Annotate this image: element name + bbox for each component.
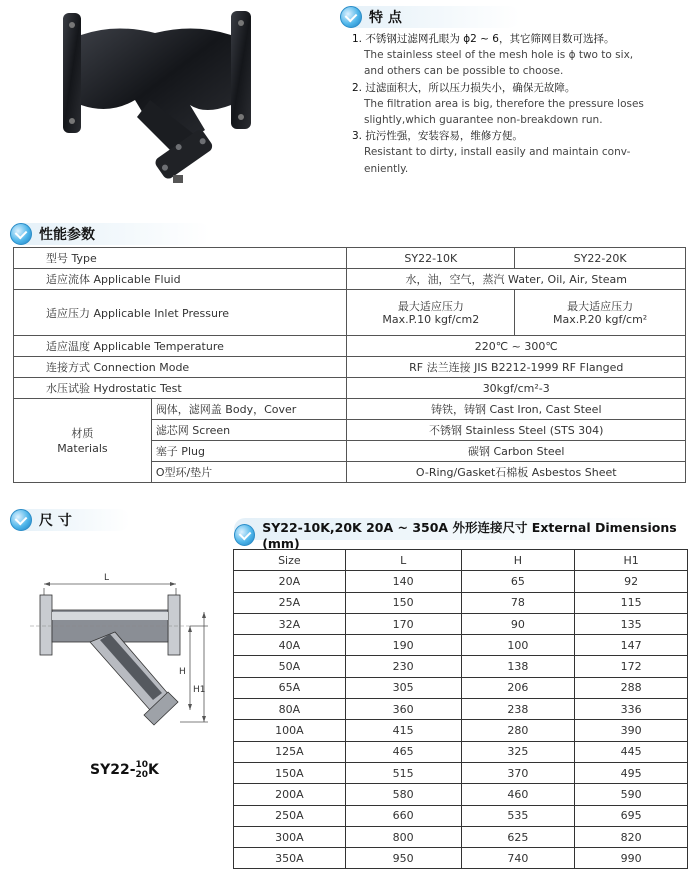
table-header-row: Size L H H1 [234,550,688,571]
table-cell: 695 [575,805,688,826]
table-cell: 25A [234,592,346,613]
table-cell: 305 [345,677,461,698]
table-cell: 625 [461,826,575,847]
dimensions-table-body [234,571,688,869]
table-cell: 590 [575,784,688,805]
table-cell: 170 [345,613,461,634]
table-cell: 336 [575,699,688,720]
table-row [234,848,688,869]
table-cell: 950 [345,848,461,869]
table-row [234,784,688,805]
table-cell: 660 [345,805,461,826]
table-cell: 190 [345,635,461,656]
table-row [234,635,688,656]
drawing-caption: SY22- 10 20 K [90,760,159,780]
table-cell: 147 [575,635,688,656]
table-cell: 206 [461,677,575,698]
caption-fraction: 10 20 [135,760,149,780]
check-bullet-icon [234,524,255,546]
table-row [234,805,688,826]
strainer-photo [55,5,265,190]
strainer-drawing [30,570,230,750]
feature-item: 2. 过滤面积大，所以压力损失小，确保无故障。 The filtration area is big, therefore the pressure loses slightly,which guarantee non-breakdown run. [352,81,644,127]
table-cell: 390 [575,720,688,741]
table-cell: 92 [575,571,688,592]
table-cell: 150A [234,762,346,783]
table-row: O型环/垫片 O-Ring/Gasket石棉板 Asbestos Sheet [14,462,686,483]
table-cell: 820 [575,826,688,847]
dim-h1-label: H1 [193,685,206,695]
table-cell: 250A [234,805,346,826]
table-row: 材质 Materials 阀体，滤网盖 Body，Cover 铸铁，铸钢 Cast Iron, Cast Steel [14,399,686,420]
check-bullet-icon [340,6,362,28]
table-cell: 740 [461,848,575,869]
table-cell: 125A [234,741,346,762]
dimensions-table-title: SY22-10K,20K 20A ~ 350A 外形连接尺寸 External Dimensions (mm) [234,518,700,551]
table-cell: 78 [461,592,575,613]
table-cell: 288 [575,677,688,698]
table-cell: 80A [234,699,346,720]
materials-label-cell: 材质 Materials [14,399,152,483]
table-cell: 580 [345,784,461,805]
table-cell: 800 [345,826,461,847]
table-row [234,656,688,677]
table-row: 水压试验 Hydrostatic Test 30kgf/cm²-3 [14,378,686,399]
table-cell: 370 [461,762,575,783]
table-cell: 50A [234,656,346,677]
table-cell: 40A [234,635,346,656]
dimensions-table [233,549,688,869]
table-row [234,592,688,613]
table-cell: 65 [461,571,575,592]
table-row [234,677,688,698]
table-cell: 138 [461,656,575,677]
table-row: 适应压力 Applicable Inlet Pressure 最大适应压力 Max.P.10 kgf/cm2 最大适应压力 Max.P.20 kgf/cm² [14,290,686,336]
table-cell: 495 [575,762,688,783]
table-cell: 535 [461,805,575,826]
table-cell: 100 [461,635,575,656]
table-cell: 115 [575,592,688,613]
table-cell: 360 [345,699,461,720]
check-bullet-icon [10,223,32,245]
table-cell: 300A [234,826,346,847]
feature-item: 1. 不锈钢过滤网孔眼为 ϕ2 ~ 6，其它筛网目数可选择。 The stainless steel of the mesh hole is ϕ two to six, and others can be possible to choose. [352,33,634,78]
table-row [234,613,688,634]
table-cell: 515 [345,762,461,783]
table-cell: 460 [461,784,575,805]
check-bullet-icon [10,509,32,531]
table-cell: 445 [575,741,688,762]
dim-h-label: H [179,667,186,677]
table-row [234,741,688,762]
feature-item: 3. 抗污性强，安装容易，维修方便。 Resistant to dirty, install easily and maintain conv- eniently. [352,130,631,175]
table-row [234,826,688,847]
spec-table [13,247,686,483]
table-cell: 990 [575,848,688,869]
table-row [234,762,688,783]
dimensions-heading: 尺 寸 [10,509,72,531]
table-cell: 280 [461,720,575,741]
pressure-10k-cell: 最大适应压力 Max.P.10 kgf/cm2 [347,290,515,336]
table-cell: 325 [461,741,575,762]
table-cell: 230 [345,656,461,677]
table-cell: 65A [234,677,346,698]
table-cell: 20A [234,571,346,592]
table-cell: 32A [234,613,346,634]
table-row [234,571,688,592]
table-cell: 135 [575,613,688,634]
table-cell: 172 [575,656,688,677]
table-cell: 200A [234,784,346,805]
table-row: 适应流体 Applicable Fluid 水，油，空气，蒸汽 Water, Oil, Air, Steam [14,269,686,290]
table-cell: 140 [345,571,461,592]
table-row: 型号 Type SY22-10K SY22-20K [14,248,686,269]
table-row: 塞子 Plug 碳钢 Carbon Steel [14,441,686,462]
table-row [234,720,688,741]
table-cell: 150 [345,592,461,613]
features-list [352,31,692,177]
table-cell: 465 [345,741,461,762]
table-cell: 100A [234,720,346,741]
table-cell: 350A [234,848,346,869]
table-cell: 238 [461,699,575,720]
specs-heading: 性能参数 [10,223,95,245]
table-cell: 415 [345,720,461,741]
features-heading: 特 点 [340,6,402,28]
pressure-20k-cell: 最大适应压力 Max.P.20 kgf/cm² [515,290,686,336]
table-row: 连接方式 Connection Mode RF 法兰连接 JIS B2212-1999 RF Flanged [14,357,686,378]
table-row [234,699,688,720]
table-row: 适应温度 Applicable Temperature 220℃ ~ 300℃ [14,336,686,357]
dim-l-label: L [104,573,110,583]
table-row: 滤芯网 Screen 不锈钢 Stainless Steel (STS 304) [14,420,686,441]
table-cell: 90 [461,613,575,634]
